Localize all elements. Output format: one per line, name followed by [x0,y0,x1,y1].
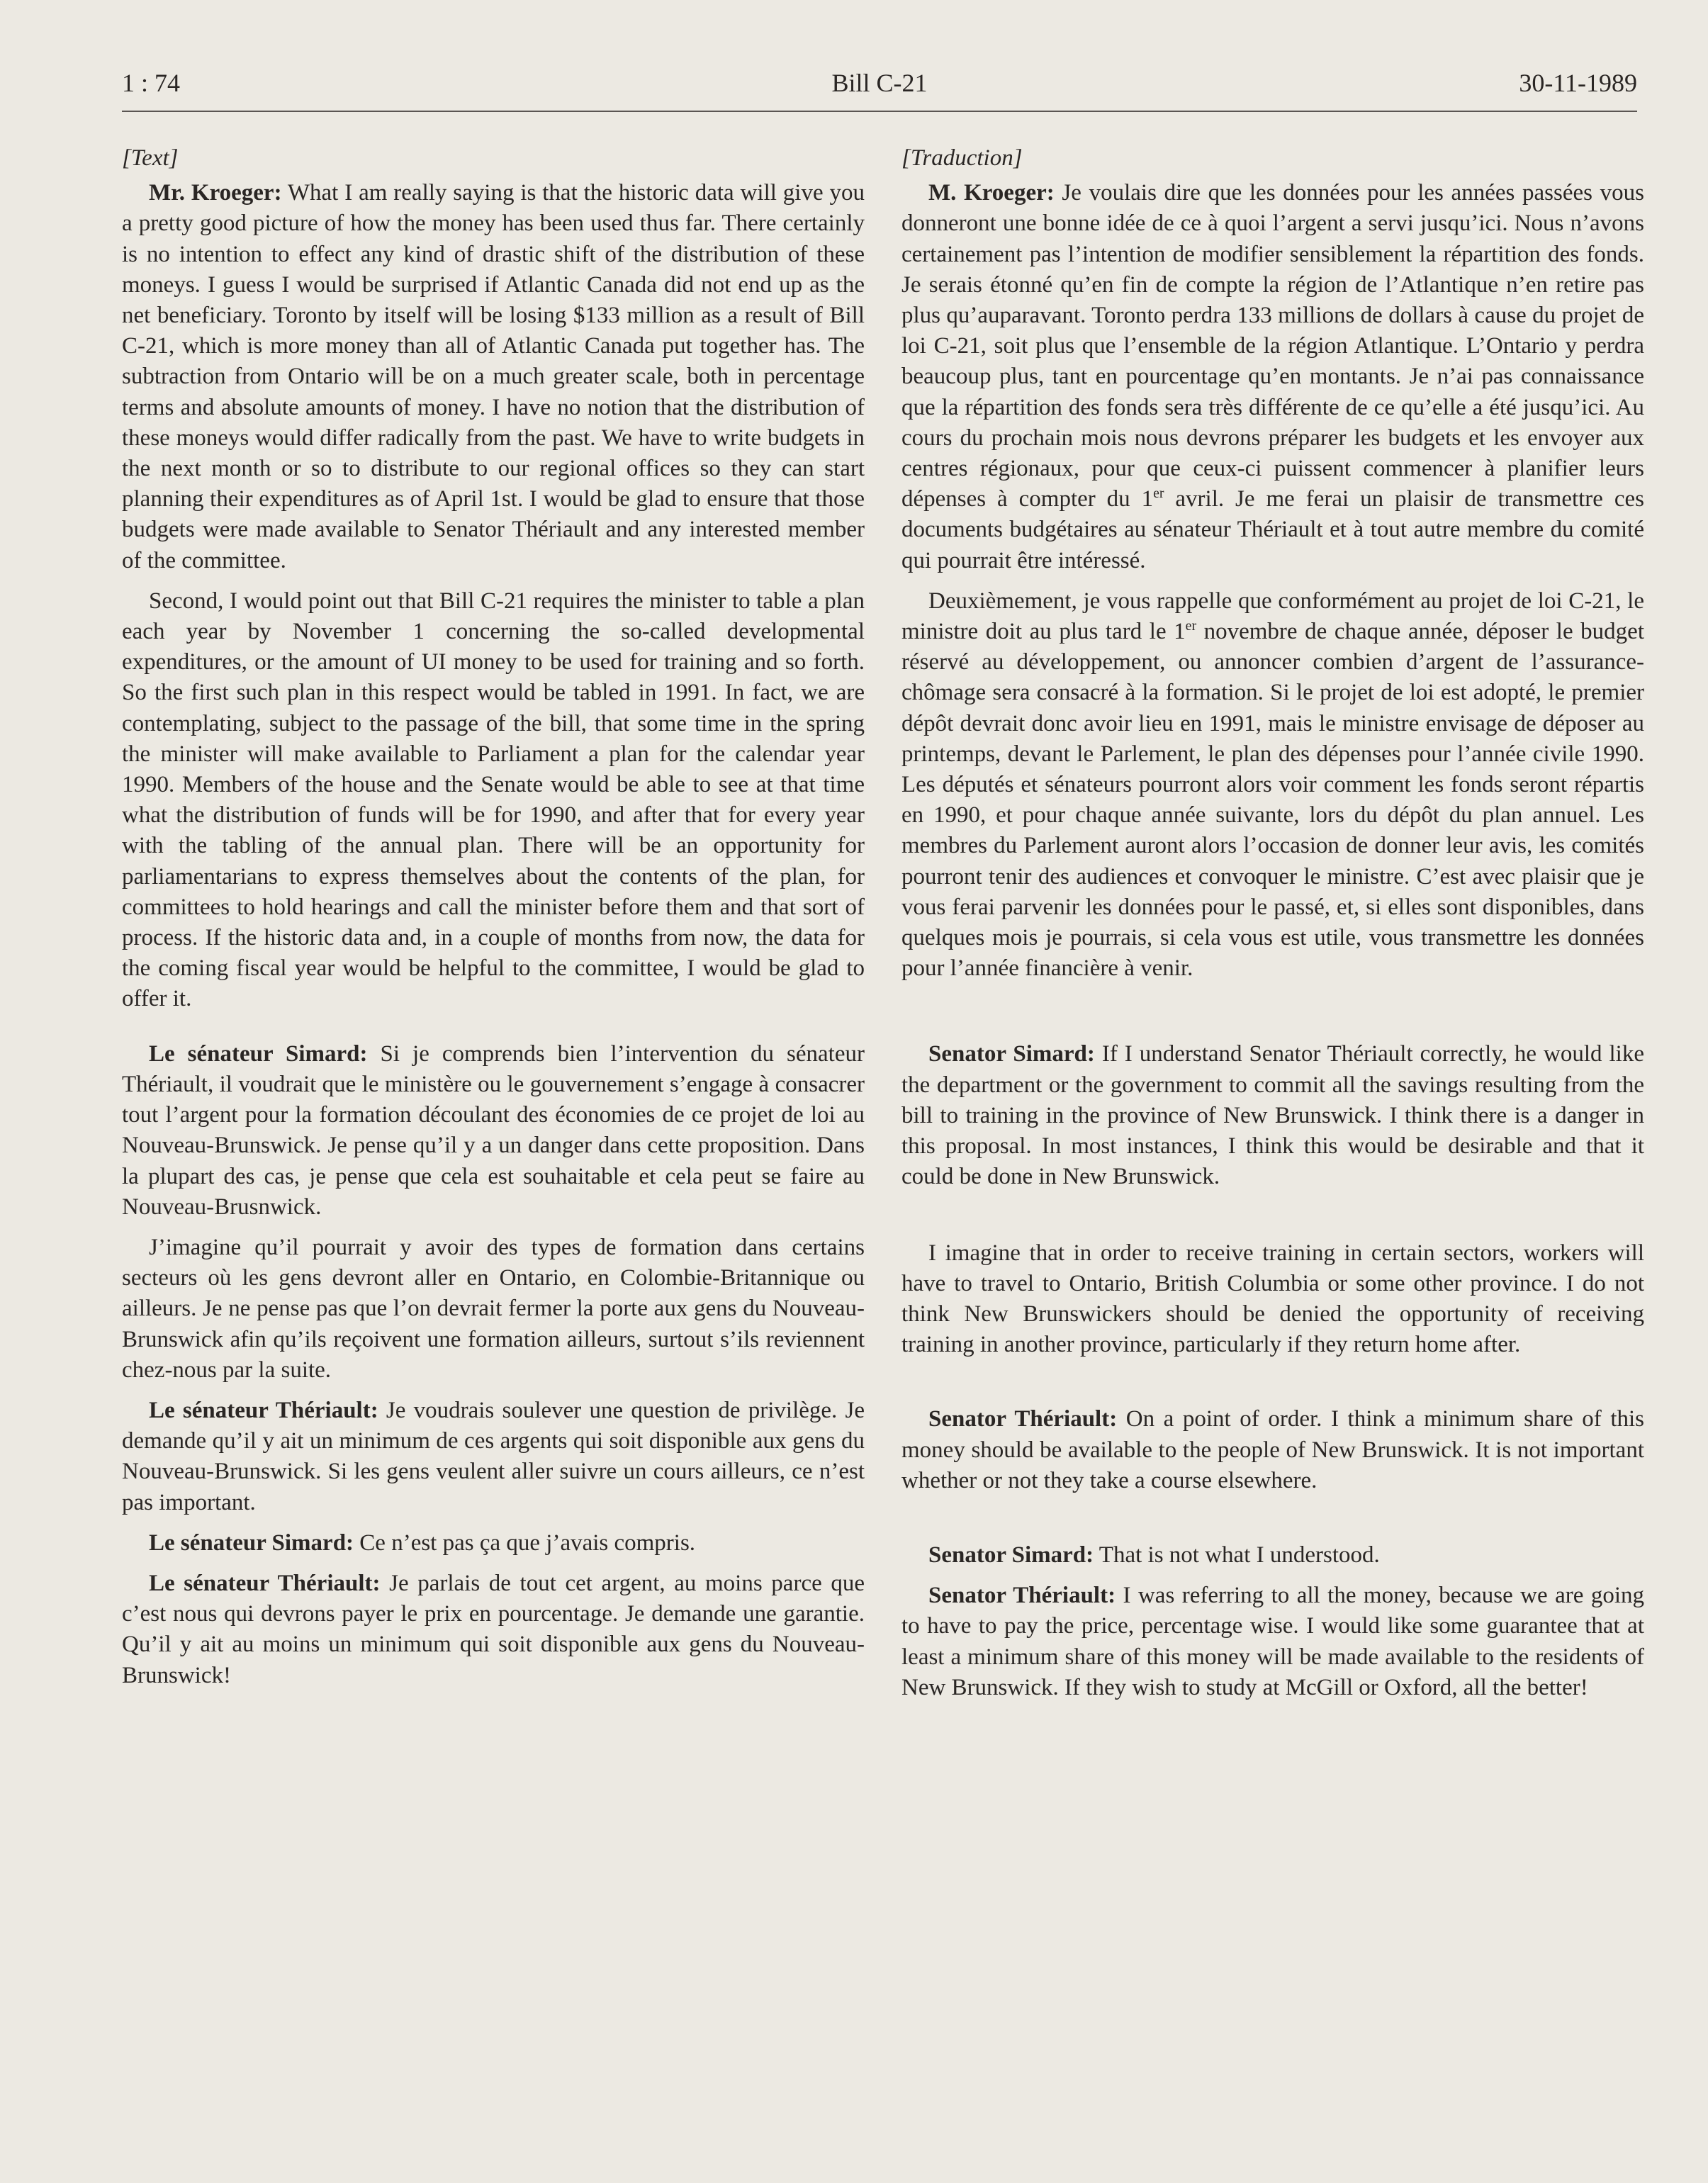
simard-statement [901,1039,1644,1192]
speaker-name: Senator Thériault: [928,1406,1118,1432]
spacer [901,1370,1644,1404]
french-column [901,143,1644,1713]
theriault-statement [122,1396,865,1518]
theriault-reply [122,1568,865,1691]
speaker-name: M. Kroeger: [928,180,1055,206]
statement-text: novembre de chaque année, déposer le budget réservé au développement, ou annoncer combien d’argent de l’assurance-chômage sera consacré à la formation. Si le projet de loi est adopté, le premier dépôt devrait donc avoir lieu en 1991, mais le ministre envisage de déposer au printemps, devant le Parlement, le plan des dépenses pour l’année civile 1990. Les députés et sénateurs pourront alors voir comment les fonds seront répartis en 1990, et pour chaque année suivante, lors du dépôt du plan annuel. Les membres du Parlement auront alors l’occasion de donner leur avis, les comités pourront tenir des audiences et convoquer le ministre. C’est avec plaisir que je vous ferai parvenir les données pour le passé, et, si elles sont disponibles, dans quelques mois je pourrais, si cela vous est utile, vous transmettre les données pour l’année financière à venir. [901,619,1644,982]
statement-text: That is not what I understood. [1094,1542,1380,1568]
theriault-statement [901,1404,1644,1496]
ordinal-superscript: er [1185,618,1197,634]
statement-text: avril. Je me ferai un plaisir de transmettre ces documents budgétaires au sénateur Thériault et à tout autre membre du comité qui pourrait être intéressé. [901,486,1644,573]
statement-text: What I am really saying is that the historic data will give you a pretty good picture of how the money has been used thus far. There certainly is no intention to effect any kind of drastic shift of the distribution of these moneys. I guess I would be surprised if Atlantic Canada did not end up as the net beneficiary. Toronto by itself will be losing $133 million as a result of Bill C-21, which is more money than all of Atlantic Canada put together has. The subtraction from Ontario will be on a much greater scale, both in percentage terms and absolute amounts of money. I have no notion that the distribution of these moneys would differ radically from the past. We have to write budgets in the next month or so to distribute to our regional offices so they can start planning their expenditures as of April 1st. I would be glad to ensure that those budgets were made available to Senator Thériault and any interested member of the committee. [122,180,865,573]
header-rule [122,111,1637,112]
running-title: Bill C-21 [831,69,928,97]
page-header [122,68,1637,108]
statement-text: Ce n’est pas ça que j’avais compris. [354,1530,696,1556]
speaker-name: Senator Thériault: [928,1583,1116,1609]
statement-text: Je parlais de tout cet argent, au moins parce que c’est nous qui devrons payer le prix en pourcentage. Je demande une garantie. Qu’il y ait au moins un minimum qui soit disponible aux gens du Nouveau-Brunswick! [122,1570,865,1688]
theriault-reply [901,1581,1644,1703]
spacer [901,994,1644,1039]
speaker-name: Le sénateur Simard: [149,1040,368,1067]
statement-text: If I understand Senator Thériault correctly, he would like the department or the government to commit all the savings resulting from the bill to training in the province of New Brunswick. I think there is a danger in this proposal. In most instances, I think this would be desirable and that it could be done in New Brunswick. [901,1041,1644,1190]
speaker-name: Senator Simard: [928,1041,1095,1067]
text-tag: [Text] [122,145,179,171]
statement-text: Si je comprends bien l’intervention du sénateur Thériault, il voudrait que le ministère ou le gouvernement s’engage à consacrer tout l’argent pour la formation découlant des économies de ce projet de loi au Nouveau-Brunswick. Je pense qu’il y a un danger dans cette proposition. Dans la plupart des cas, je pense que cela est souhaitable et cela peut se faire au Nouveau-Brusnwick. [122,1040,865,1220]
simard-statement-continued: J’imagine qu’il pourrait y avoir des types de formation dans certains secteurs où les gens devront aller en Ontario, en Colombie-Britannique ou ailleurs. Je ne pense pas que l’on devrait fermer la porte aux gens du Nouveau-Brunswick afin qu’ils reçoivent une formation ailleurs, surtout s’ils reviennent chez-nous par la suite. [122,1234,865,1383]
simard-statement [122,1039,865,1223]
speaker-name: Mr. Kroeger: [149,180,282,206]
ordinal-superscript: er [1153,486,1164,502]
statement-text: Deuxièmement, je vous rappelle que conformément au projet de loi C-21, le ministre doit au plus tard le 1 [901,588,1644,645]
statement-text: Je voudrais soulever une question de privilège. Je demande qu’il y ait un minimum de ces argents qui soit disponible aux gens du Nouveau-Brunswick. Si les gens veulent aller suivre un cours ailleurs, ce n’est pas important. [122,1397,865,1515]
statement-text: Je voulais dire que les données pour les années passées vous donneront une bonne idée de ce à quoi l’argent a servi jusqu’ici. Nous n’avons certainement pas l’intention de modifier sensiblement la répartition des fonds. Je serais étonné qu’en fin de compte la région de l’Atlantique n’en retire pas plus qu’auparavant. Toronto perdra 133 millions de dollars à cause du projet de loi C-21, soit plus que l’ensemble de la région Atlantique. L’Ontario y perdra beaucoup plus, tant en pourcentage qu’en montants. Je n’ai pas connaissance que la répartition des fonds sera très différente de ce qu’elle a été jusqu’ici. Au cours du prochain mois nous devrons préparer les budgets et les envoyer aux centres régionaux, pour que ceux-ci puissent commencer à planifier leurs dépenses à compter du 1 [901,180,1644,512]
spacer [122,1025,865,1039]
english-column [122,143,865,1701]
kroeger-statement [122,178,865,576]
simard-reply [901,1540,1644,1571]
speaker-name: Le sénateur Simard: [149,1530,354,1556]
translation-tag: [Traduction] [901,145,1023,171]
simard-statement-continued: I imagine that in order to receive training in certain sectors, workers will have to travel to Ontario, British Columbia or some other province. I do not think New Brunswickers should be denied the opportunity of receiving training in another province, particularly if they return home after. [901,1240,1644,1358]
statement-text: I was referring to all the money, because we are going to have to pay the price, percentage wise. I would like some guarantee that at least a minimum share of this money will be made available to the residents of New Brunswick. If they wish to study at McGill or Oxford, all the better! [901,1583,1644,1700]
speaker-name: Le sénateur Thériault: [149,1570,381,1596]
simard-reply [122,1528,865,1559]
kroeger-statement-continued [901,586,1644,984]
spacer [901,1506,1644,1540]
kroeger-statement-continued: Second, I would point out that Bill C-21 requires the minister to table a plan each year by November 1 concerning the so-called developmental expenditures, or the amount of UI money to be used for training and so forth. So the first such plan in this respect would be tabled in 1991. In fact, we are contemplating, subject to the passage of the bill, that some time in the spring the minister will make available to Parliament a plan for the calendar year 1990. Members of the house and the Senate would be able to see at that time what the distribution of funds will be for 1990, and after that for every year with the tabling of the annual plan. There will be an opportunity for parliamentarians to express themselves about the contents of the plan, for committees to hold hearings and call the minister before them and that sort of process. If the historic data and, in a couple of months from now, the data for the coming fiscal year would be helpful to the committee, I would be glad to offer it. [122,588,865,1012]
speaker-name: Le sénateur Thériault: [149,1397,378,1423]
kroeger-statement [901,178,1644,576]
speaker-name: Senator Simard: [928,1542,1094,1568]
spacer [901,1203,1644,1238]
statement-text: On a point of order. I think a minimum share of this money should be available to the people of New Brunswick. It is not important whether or not they take a course elsewhere. [901,1406,1645,1493]
page-number: 1 : 74 [122,69,181,97]
sitting-date: 30-11-1989 [1519,69,1637,97]
